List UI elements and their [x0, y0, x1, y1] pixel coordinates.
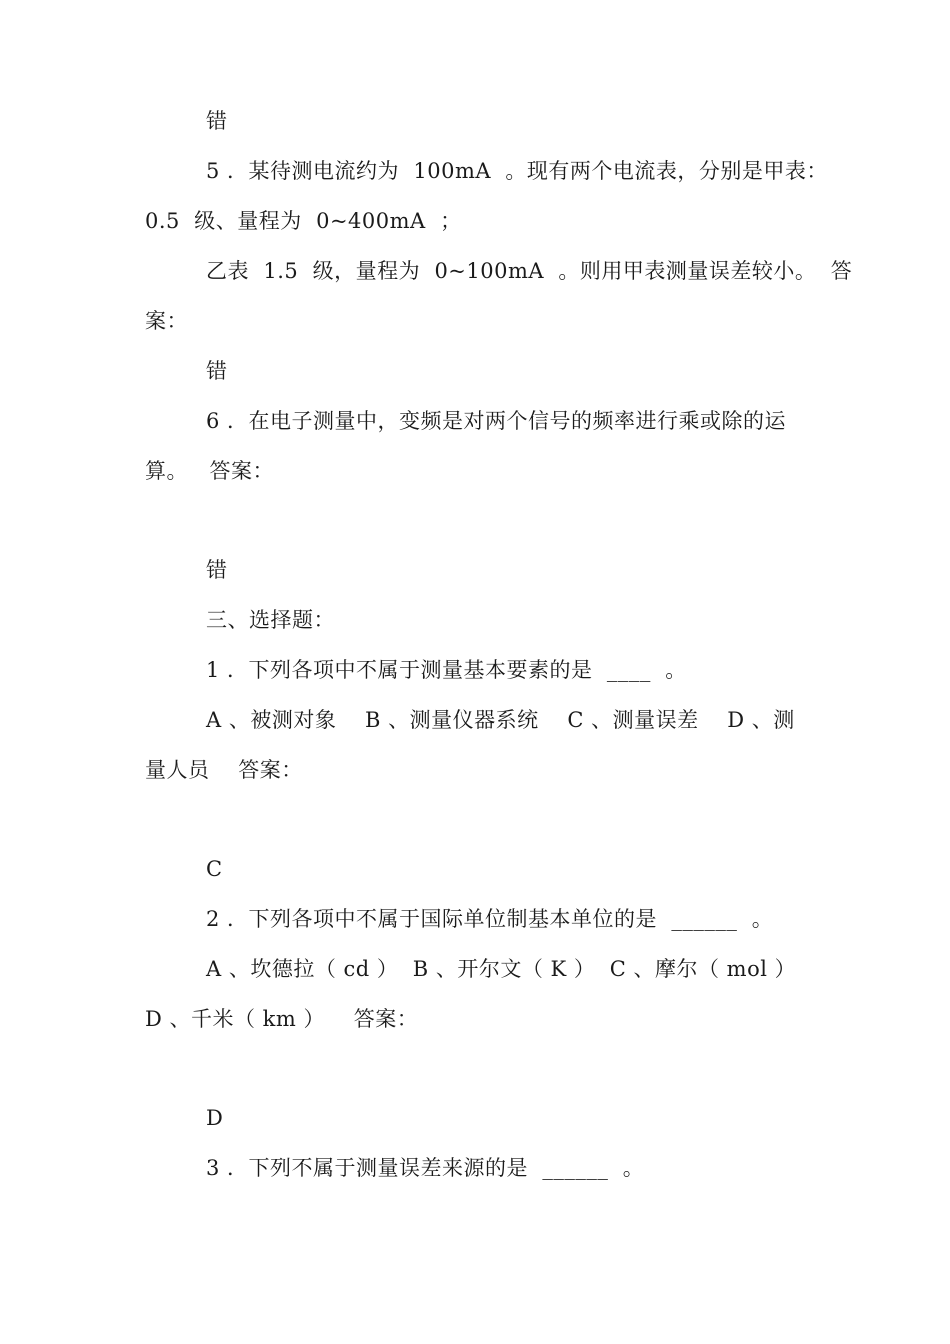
- choice-question-2-options: A 、坎德拉（ cd ） B 、开尔文（ K ） C 、摩尔（ mol ）: [206, 957, 797, 981]
- answer-wrong-4: 错: [206, 109, 228, 133]
- question-5-line-3: 乙表 1.5 级，量程为 0~100mA 。则用甲表测量误差较小。 答: [206, 259, 853, 283]
- choice-question-1-options: A 、被测对象 B 、测量仪器系统 C 、测量误差 D 、测: [206, 708, 795, 732]
- question-5-line-4: 案：: [145, 309, 188, 333]
- question-6-line-1: 6 ．在电子测量中，变频是对两个信号的频率进行乘或除的运: [206, 409, 787, 433]
- choice-answer-1: C: [206, 857, 223, 881]
- section-heading-choice: 三、选择题：: [206, 608, 335, 632]
- question-5-line-1: 5 ．某待测电流约为 100mA 。现有两个电流表，分别是甲表：: [206, 159, 828, 183]
- question-5-line-2: 0.5 级、量程为 0~400mA ；: [145, 209, 462, 233]
- choice-question-2: 2 ．下列各项中不属于国际单位制基本单位的是 ______ 。: [206, 907, 774, 931]
- choice-answer-2: D: [206, 1106, 224, 1130]
- question-6-line-2: 算。 答案：: [145, 459, 275, 483]
- answer-wrong-5: 错: [206, 359, 228, 383]
- choice-question-2-options-cont: D 、千米（ km ） 答案：: [145, 1007, 419, 1031]
- choice-question-1-options-cont: 量人员 答案：: [145, 758, 303, 782]
- answer-wrong-6: 错: [206, 558, 228, 582]
- choice-question-3: 3 ．下列不属于测量误差来源的是 ______ 。: [206, 1156, 645, 1180]
- choice-question-1: 1 ．下列各项中不属于测量基本要素的是 ____ 。: [206, 658, 687, 682]
